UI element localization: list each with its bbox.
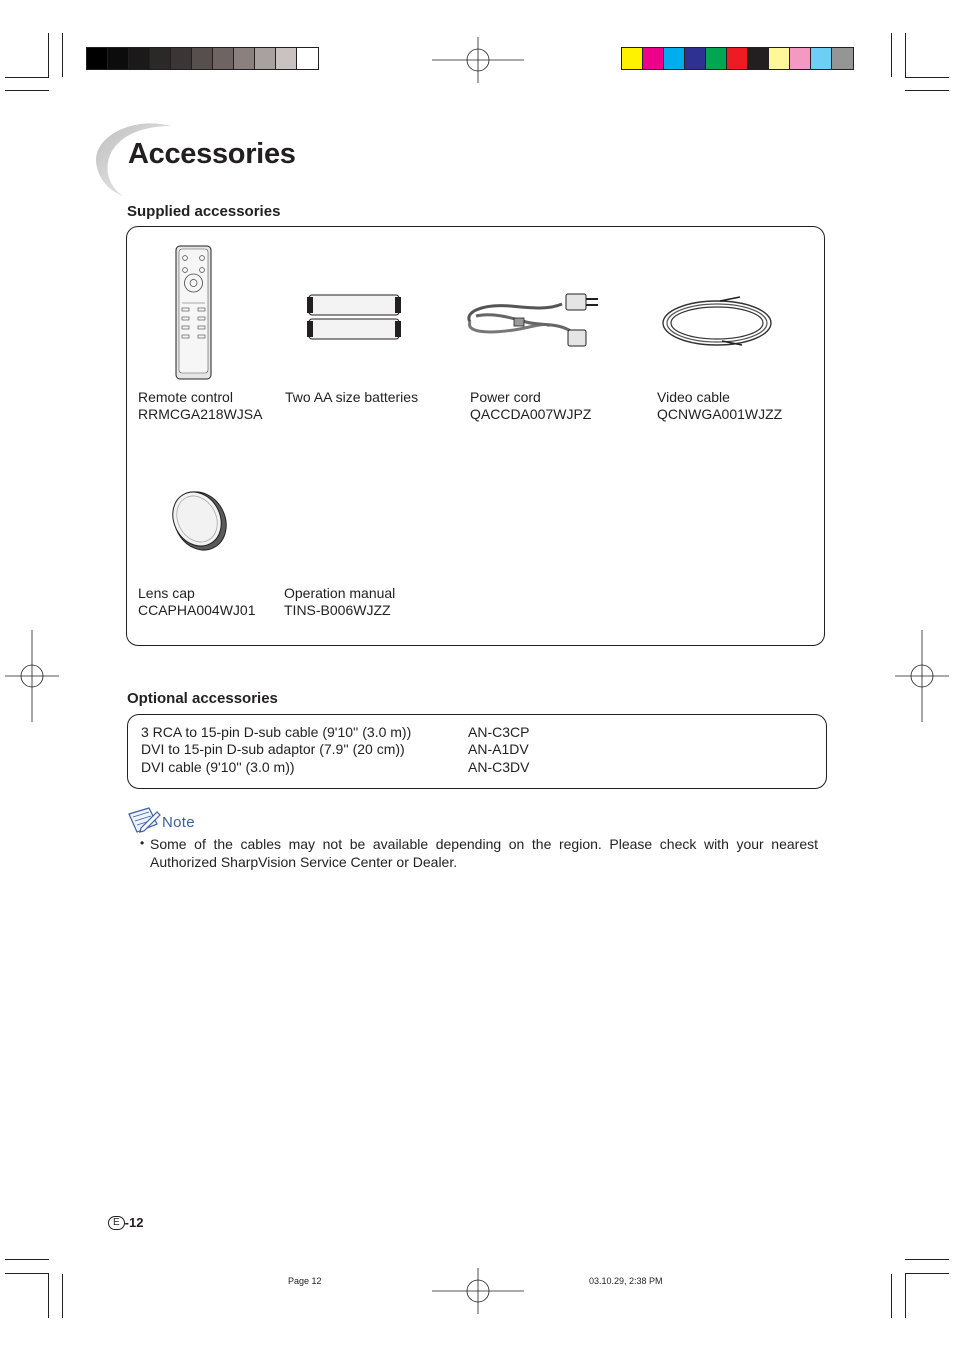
item-code-lens-cap: CCAPHA004WJ01 xyxy=(138,602,256,618)
optional-row-model: AN-A1DV xyxy=(468,741,529,757)
color-swatch xyxy=(769,48,790,69)
color-swatch xyxy=(129,48,150,69)
remote-control-icon xyxy=(174,245,214,381)
crop-mark xyxy=(48,33,49,77)
crop-mark xyxy=(905,77,949,78)
note-bullet: • xyxy=(140,836,145,850)
crop-mark xyxy=(905,1259,949,1260)
crop-mark xyxy=(905,1273,949,1274)
item-code-video-cable: QCNWGA001WJZZ xyxy=(657,406,783,422)
optional-row-model: AN-C3CP xyxy=(468,724,530,740)
color-swatch xyxy=(234,48,255,69)
item-name-operation-manual: Operation manual xyxy=(284,585,396,601)
item-name-power-cord: Power cord xyxy=(470,389,541,405)
page-title: Accessories xyxy=(128,138,296,170)
footer-page-label: Page 12 xyxy=(288,1276,322,1286)
color-calibration-bar xyxy=(621,47,854,70)
batteries-icon xyxy=(306,293,402,343)
color-swatch xyxy=(276,48,297,69)
crop-mark xyxy=(62,33,63,77)
registration-target xyxy=(895,630,949,722)
item-code-remote-control: RRMCGA218WJSA xyxy=(138,406,263,422)
color-swatch xyxy=(108,48,129,69)
color-swatch xyxy=(832,48,853,69)
item-name-batteries: Two AA size batteries xyxy=(285,389,419,405)
color-swatch xyxy=(255,48,276,69)
supplied-accessories-heading: Supplied accessories xyxy=(127,203,281,220)
color-swatch xyxy=(664,48,685,69)
color-swatch xyxy=(643,48,664,69)
item-code-operation-manual: TINS-B006WJZZ xyxy=(284,602,391,618)
optional-row-model: AN-C3DV xyxy=(468,759,530,775)
registration-target xyxy=(432,1268,524,1314)
crop-mark xyxy=(891,33,892,77)
color-swatch xyxy=(622,48,643,69)
color-swatch xyxy=(171,48,192,69)
color-swatch xyxy=(213,48,234,69)
crop-mark xyxy=(5,1259,49,1260)
registration-target xyxy=(5,630,59,722)
optional-row-description: DVI cable (9'10'' (3.0 m)) xyxy=(141,759,295,775)
crop-mark xyxy=(62,1274,63,1318)
crop-mark xyxy=(905,90,949,91)
item-code-power-cord: QACCDA007WJPZ xyxy=(470,406,592,422)
optional-row-description: DVI to 15-pin D-sub adaptor (7.9'' (20 cm)) xyxy=(141,741,405,757)
color-swatch xyxy=(685,48,706,69)
lens-cap-icon xyxy=(168,487,230,553)
item-name-remote-control: Remote control xyxy=(138,389,233,405)
color-swatch xyxy=(192,48,213,69)
optional-accessories-heading: Optional accessories xyxy=(127,690,278,707)
registration-target xyxy=(432,37,524,83)
supplied-accessories-box xyxy=(126,226,825,646)
crop-mark xyxy=(5,77,49,78)
crop-mark xyxy=(5,1273,49,1274)
video-cable-icon xyxy=(660,295,778,349)
color-swatch xyxy=(150,48,171,69)
crop-mark xyxy=(905,33,906,77)
note-pencil-icon xyxy=(127,806,161,834)
color-swatch xyxy=(727,48,748,69)
power-cord-icon xyxy=(462,292,602,350)
note-label: Note xyxy=(162,814,195,831)
footer-timestamp: 03.10.29, 2:38 PM xyxy=(589,1276,663,1286)
page-number xyxy=(108,1215,143,1230)
gray-calibration-bar xyxy=(86,47,319,70)
color-swatch xyxy=(297,48,318,69)
crop-mark xyxy=(5,90,49,91)
page-number-badge: E xyxy=(108,1216,125,1230)
note-text: Some of the cables may not be available depending on the region. Please check with your nearest Authorized SharpVision Service Center or Dealer. xyxy=(150,836,818,870)
page-number-value: -12 xyxy=(124,1215,144,1230)
item-name-video-cable: Video cable xyxy=(657,389,730,405)
crop-mark xyxy=(891,1274,892,1318)
item-name-lens-cap: Lens cap xyxy=(138,585,195,601)
crop-mark xyxy=(905,1274,906,1318)
crop-mark xyxy=(48,1274,49,1318)
color-swatch xyxy=(790,48,811,69)
color-swatch xyxy=(87,48,108,69)
color-swatch xyxy=(748,48,769,69)
optional-row-description: 3 RCA to 15-pin D-sub cable (9'10'' (3.0 m)) xyxy=(141,724,412,740)
color-swatch xyxy=(706,48,727,69)
color-swatch xyxy=(811,48,832,69)
